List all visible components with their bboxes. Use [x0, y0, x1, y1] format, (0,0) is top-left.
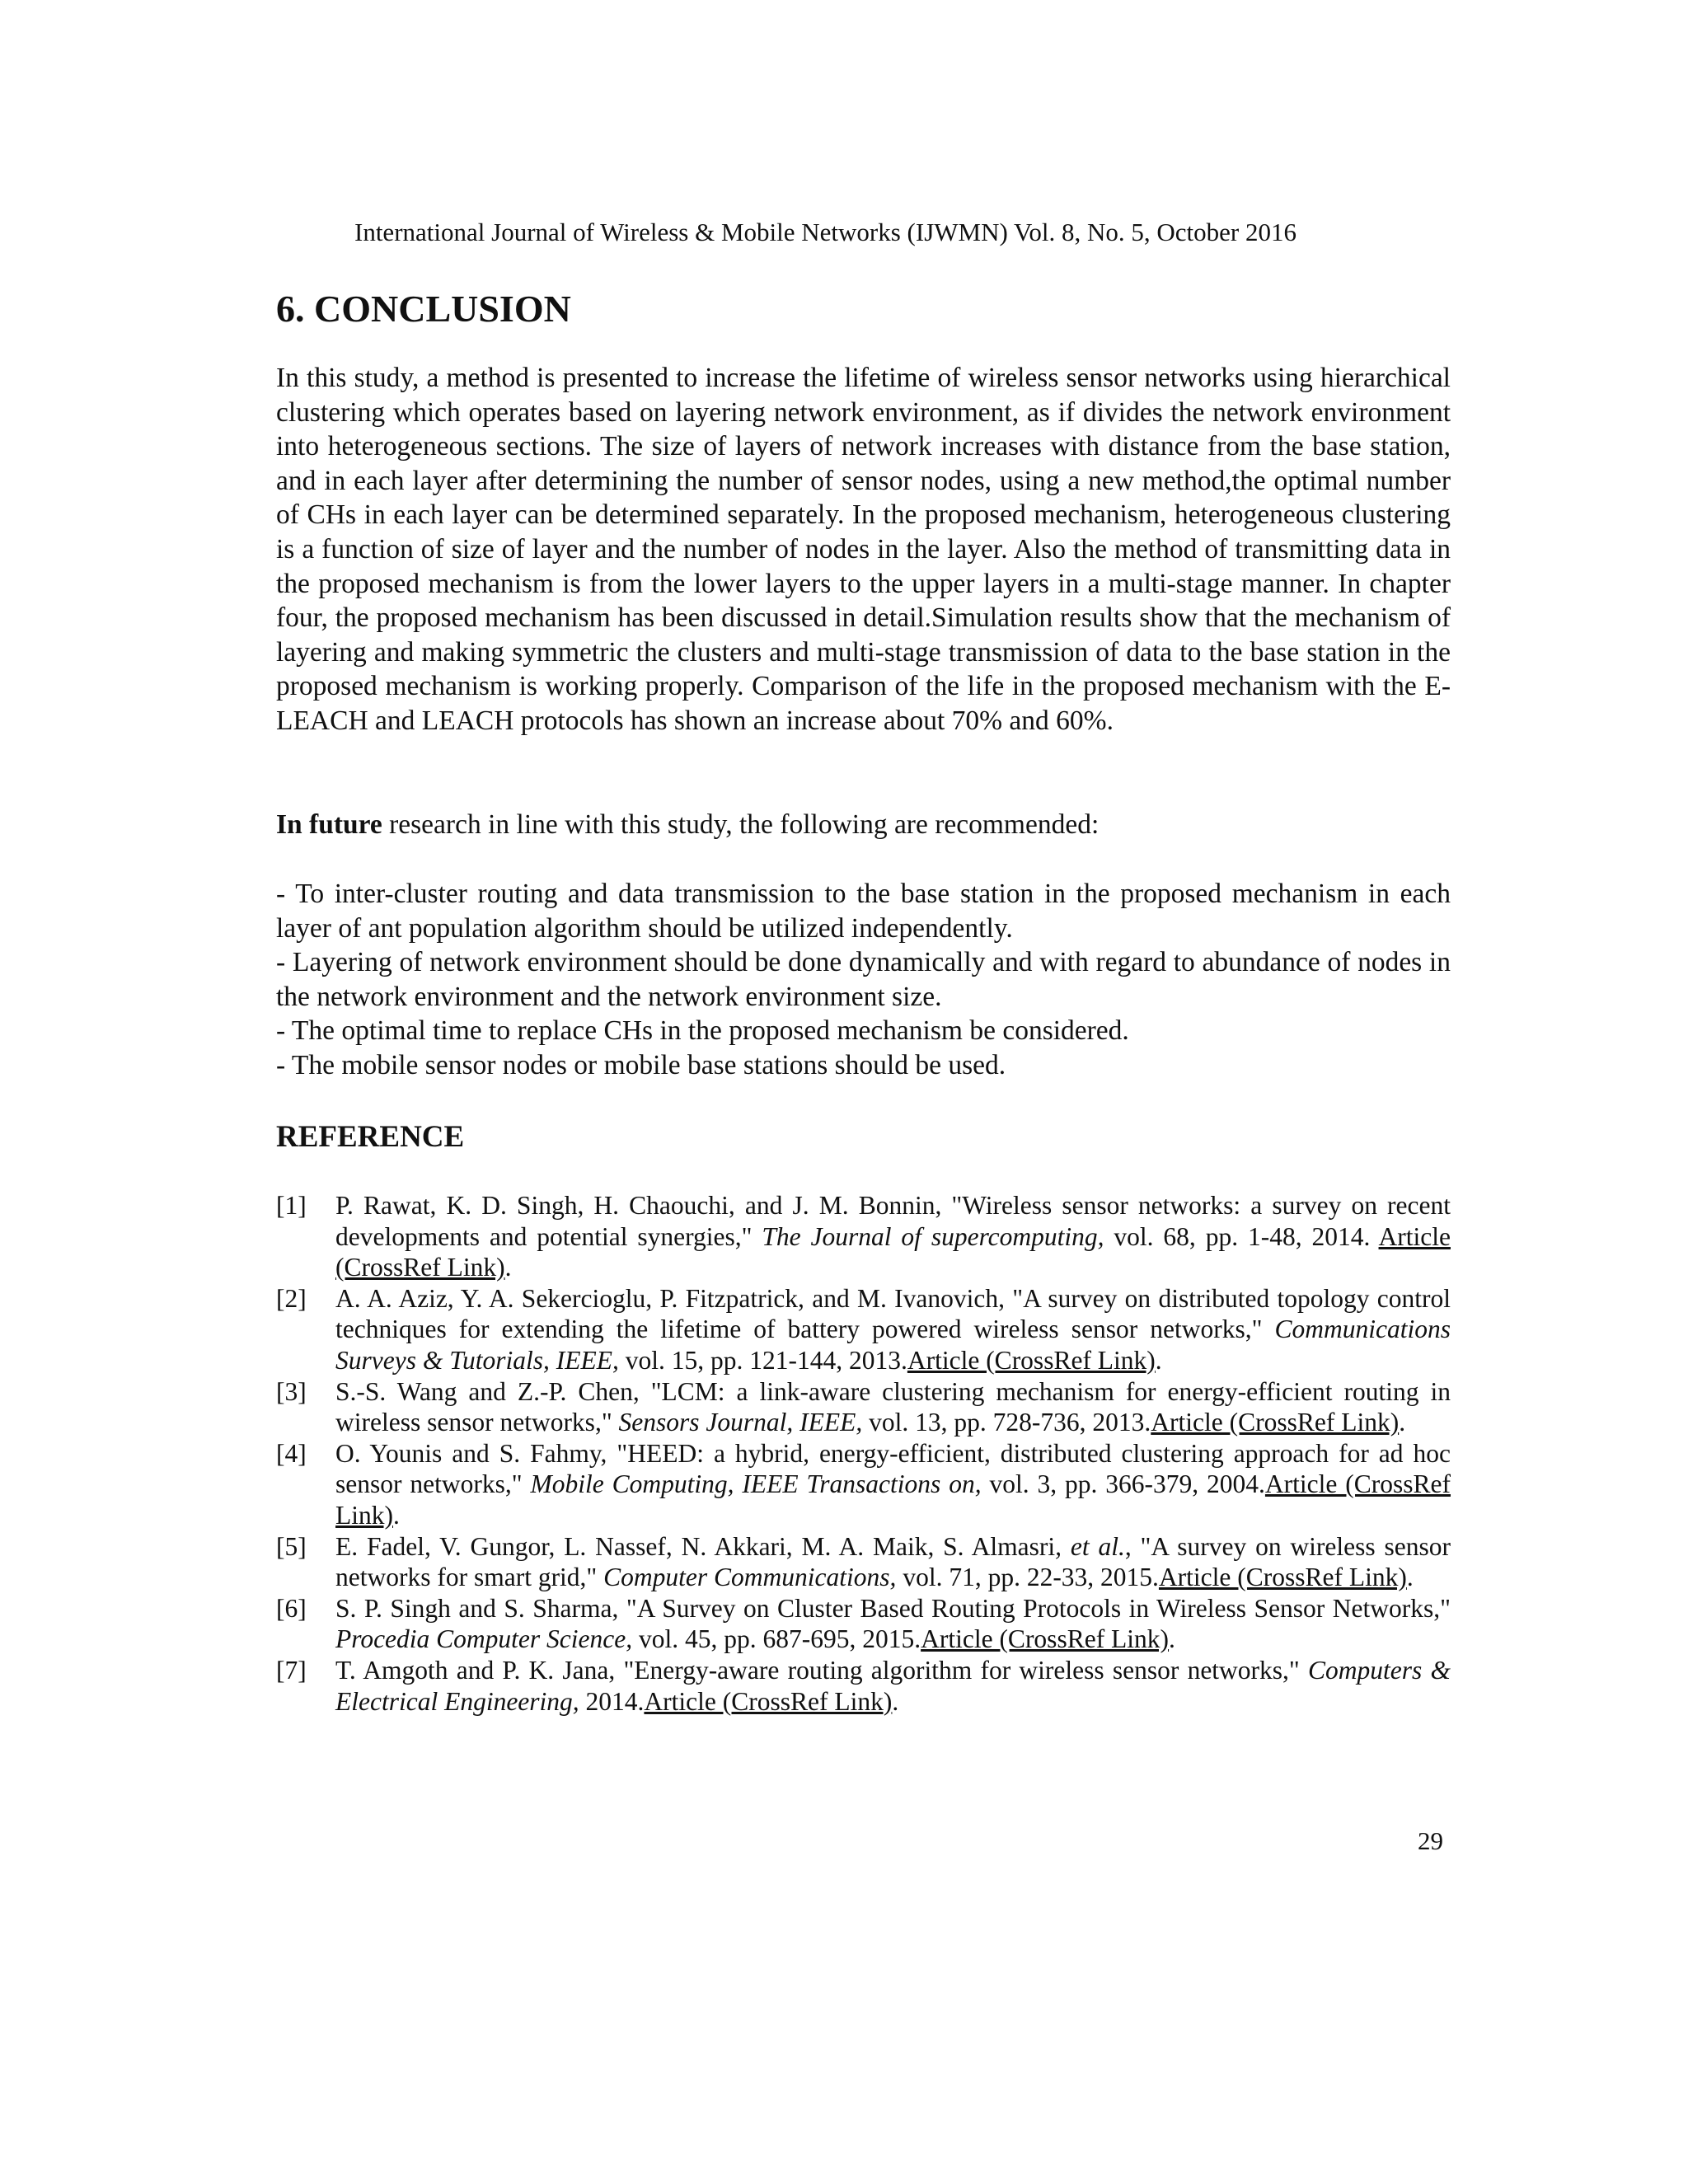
- future-intro-text: research in line with this study, the following are recommended:: [382, 809, 1100, 840]
- reference-venue: Mobile Computing, IEEE Transactions on,: [530, 1469, 982, 1499]
- reference-text: P. Rawat, K. D. Singh, H. Chaouchi, and J. M. Bonnin, "Wireless sensor networks: a survey on recent developments and potential synergies,": [335, 1191, 1451, 1251]
- reference-details: vol. 13, pp. 728-736, 2013.: [862, 1408, 1151, 1437]
- reference-end: .: [1169, 1624, 1175, 1654]
- future-bold-label: In future: [276, 809, 382, 840]
- reference-end: .: [1155, 1345, 1162, 1375]
- reference-number: [7]: [276, 1655, 307, 1685]
- recommendation-item: - The optimal time to replace CHs in the proposed mechanism be considered.: [276, 1015, 1129, 1047]
- reference-details: vol. 15, pp. 121-144, 2013.: [618, 1345, 907, 1375]
- reference-item: [276, 1593, 1451, 1655]
- reference-number: [5]: [276, 1531, 307, 1561]
- reference-text: A. A. Aziz, Y. A. Sekercioglu, P. Fitzpatrick, and M. Ivanovich, "A survey on distributed topology control techniques for extending the lifetime of battery powered wireless sensor networks,": [335, 1283, 1451, 1344]
- reference-item: [276, 1376, 1451, 1438]
- reference-text: S. P. Singh and S. Sharma, "A Survey on Cluster Based Routing Protocols in Wireless Sensor Networks,": [335, 1593, 1451, 1623]
- reference-item: [276, 1190, 1451, 1283]
- reference-venue: Communications Surveys & Tutorials, IEEE,: [335, 1315, 1451, 1375]
- crossref-link[interactable]: Article (CrossRef Link): [644, 1686, 893, 1716]
- reference-number: [6]: [276, 1593, 307, 1623]
- recommendation-item: - Layering of network environment should be done dynamically and with regard to abundance of nodes in the network environment and the network environment size.: [276, 947, 1451, 1012]
- reference-item: [276, 1655, 1451, 1717]
- reference-text: S.-S. Wang and Z.-P. Chen, "LCM: a link-aware clustering mechanism for energy-efficient routing in wireless sensor networks,": [335, 1376, 1451, 1437]
- reference-venue: Computer Communications,: [603, 1563, 897, 1592]
- crossref-link[interactable]: Article (CrossRef Link): [335, 1221, 1451, 1282]
- crossref-link[interactable]: Article (CrossRef Link): [921, 1624, 1170, 1654]
- reference-end: .: [1406, 1563, 1414, 1592]
- reference-end: .: [892, 1686, 899, 1716]
- reference-item: [276, 1438, 1451, 1531]
- recommendation-item: - The mobile sensor nodes or mobile base stations should be used.: [276, 1049, 1006, 1080]
- reference-number: [3]: [276, 1376, 307, 1406]
- future-research-intro: [276, 808, 1451, 842]
- reference-details: vol. 3, pp. 366-379, 2004.: [981, 1469, 1265, 1499]
- crossref-link[interactable]: Article (CrossRef Link): [1151, 1408, 1400, 1437]
- reference-end: .: [504, 1253, 512, 1282]
- reference-list: [276, 1190, 1451, 1717]
- reference-title: , "A survey on wireless sensor networks for smart grid,": [335, 1531, 1451, 1592]
- reference-venue: Sensors Journal, IEEE,: [618, 1408, 863, 1437]
- recommendations-list: [276, 877, 1451, 1083]
- reference-item: [276, 1531, 1451, 1593]
- crossref-link[interactable]: Article (CrossRef Link): [335, 1469, 1451, 1530]
- reference-text: T. Amgoth and P. K. Jana, "Energy-aware routing algorithm for wireless sensor networks,": [335, 1655, 1309, 1685]
- running-head: International Journal of Wireless & Mobile Networks (IJWMN) Vol. 8, No. 5, October 2016: [354, 218, 1296, 246]
- section-title-reference: REFERENCE: [276, 1120, 465, 1154]
- reference-text: E. Fadel, V. Gungor, L. Nassef, N. Akkari, M. A. Maik, S. Almasri: [335, 1531, 1056, 1561]
- reference-details: 2014.: [579, 1686, 645, 1716]
- crossref-link[interactable]: Article (CrossRef Link): [1158, 1563, 1407, 1592]
- crossref-link[interactable]: Article (CrossRef Link): [907, 1345, 1156, 1375]
- reference-item: [276, 1283, 1451, 1376]
- recommendation-item: - To inter-cluster routing and data transmission to the base station in the proposed mechanism in each layer of ant population algorithm should be utilized independently.: [276, 879, 1451, 944]
- page-number: 29: [1418, 1826, 1443, 1855]
- reference-details: vol. 45, pp. 687-695, 2015.: [632, 1624, 921, 1654]
- reference-venue: The Journal of supercomputing,: [762, 1221, 1104, 1251]
- section-title-conclusion: 6. CONCLUSION: [276, 288, 571, 330]
- reference-et-al: , et al.: [1055, 1531, 1125, 1561]
- reference-text: O. Younis and S. Fahmy, "HEED: a hybrid, energy-efficient, distributed clustering approach for ad hoc sensor networks,": [335, 1438, 1451, 1499]
- reference-details: vol. 71, pp. 22-33, 2015.: [896, 1563, 1159, 1592]
- reference-number: [4]: [276, 1438, 307, 1468]
- reference-number: [1]: [276, 1191, 307, 1220]
- reference-venue: Procedia Computer Science,: [335, 1624, 633, 1654]
- reference-end: .: [392, 1500, 400, 1530]
- reference-number: [2]: [276, 1283, 307, 1313]
- reference-venue: Computers & Electrical Engineering,: [335, 1655, 1451, 1716]
- conclusion-paragraph: In this study, a method is presented to increase the lifetime of wireless sensor networks using hierarchical clustering which operates based on layering network environment, as if divides the network environment into heterogeneous sections. The size of layers of network increases with distance from the base station, and in each layer after determining the number of sensor nodes, using a new method,the optimal number of CHs in each layer can be determined separately. In the proposed mechanism, heterogeneous clustering is a function of size of layer and the number of nodes in the layer. Also the method of transmitting data in the proposed mechanism is from the lower layers to the upper layers in a multi-stage manner. In chapter four, the proposed mechanism has been discussed in detail.Simulation results show that the mechanism of layering and making symmetric the clusters and multi-stage transmission of data to the base station in the proposed mechanism is working properly. Comparison of the life in the proposed mechanism with the E-LEACH and LEACH protocols has shown an increase about 70% and 60%.: [276, 363, 1451, 736]
- reference-details: vol. 68, pp. 1-48, 2014.: [1104, 1221, 1379, 1251]
- reference-end: .: [1399, 1408, 1406, 1437]
